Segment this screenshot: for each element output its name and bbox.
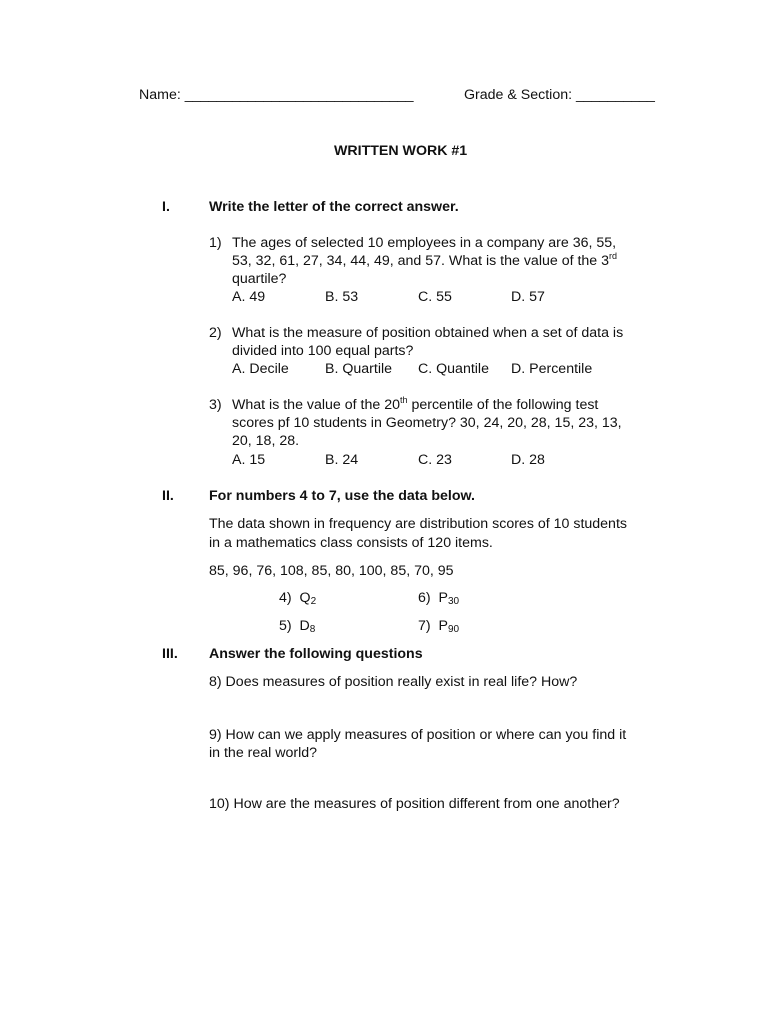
question-text: divided into 100 equal parts? [232,343,414,359]
question-8: 8) Does measures of position really exist in real life? How? [209,674,578,690]
name-label: Name: [139,87,181,103]
data-description: The data shown in frequency are distribution scores of 10 students [209,516,627,532]
superscript: th [400,395,408,405]
name-field[interactable] [139,87,414,103]
part1-instruction: Write the letter of the correct answer. [209,199,459,215]
question-text: scores pf 10 students in Geometry? 30, 24, 20, 28, 15, 23, 13, [232,415,622,431]
grade-section-field[interactable] [464,87,655,103]
question-10: 10) How are the measures of position different from one another? [209,796,620,812]
item-4: 4) $Q_2$ [279,590,317,607]
choice-a: A. Decile [232,361,289,377]
question-text: What is the value of the 20th percentile of the following test [232,395,599,413]
part3-instruction: Answer the following questions [209,646,423,662]
grade-section-blank: __________ [576,87,655,103]
question-text: 20, 18, 28. [232,433,300,449]
choice-a: A. 15 [232,452,266,468]
question-text: quartile? [232,271,287,287]
data-description: in a mathematics class consists of 120 items. [209,535,493,551]
choice-a: A. 49 [232,289,266,305]
question-9: 9) How can we apply measures of position or where can you find it [209,727,627,743]
question-number: 2) [209,325,222,341]
question-text: The ages of selected 10 employees in a company are 36, 55, [232,235,617,251]
part2-numeral: II. [162,488,174,504]
grade-section-label: Grade & Section: [464,87,573,103]
choice-b: B. 24 [325,452,359,468]
data-values: 85, 96, 76, 108, 85, 80, 100, 85, 70, 95 [209,563,454,579]
item-7: 7) $P_{90}$ [418,618,460,635]
choice-b: B. Quartile [325,361,393,377]
item-6: 6) $P_{30}$ [418,590,460,607]
choice-d: D. 57 [511,289,545,305]
page-title: WRITTEN WORK #1 [334,143,468,159]
part1-numeral: I. [162,199,170,215]
question-text: 53, 32, 61, 27, 34, 44, 49, and 57. What is the value of the 3rd [232,251,618,269]
choice-c: C. Quantile [418,361,489,377]
question-9: in the real world? [209,745,318,761]
choice-d: D. 28 [511,452,545,468]
choice-d: D. Percentile [511,361,593,377]
part3-numeral: III. [162,646,178,662]
item-5: 5) $D_8$ [279,618,316,635]
question-number: 3) [209,397,222,413]
choice-c: C. 55 [418,289,452,305]
superscript: rd [609,251,618,261]
question-text: What is the measure of position obtained when a set of data is [232,325,624,341]
choice-b: B. 53 [325,289,359,305]
name-blank: _____________________________ [184,87,414,103]
question-number: 1) [209,235,222,251]
part2-instruction: For numbers 4 to 7, use the data below. [209,488,475,504]
choice-c: C. 23 [418,452,452,468]
